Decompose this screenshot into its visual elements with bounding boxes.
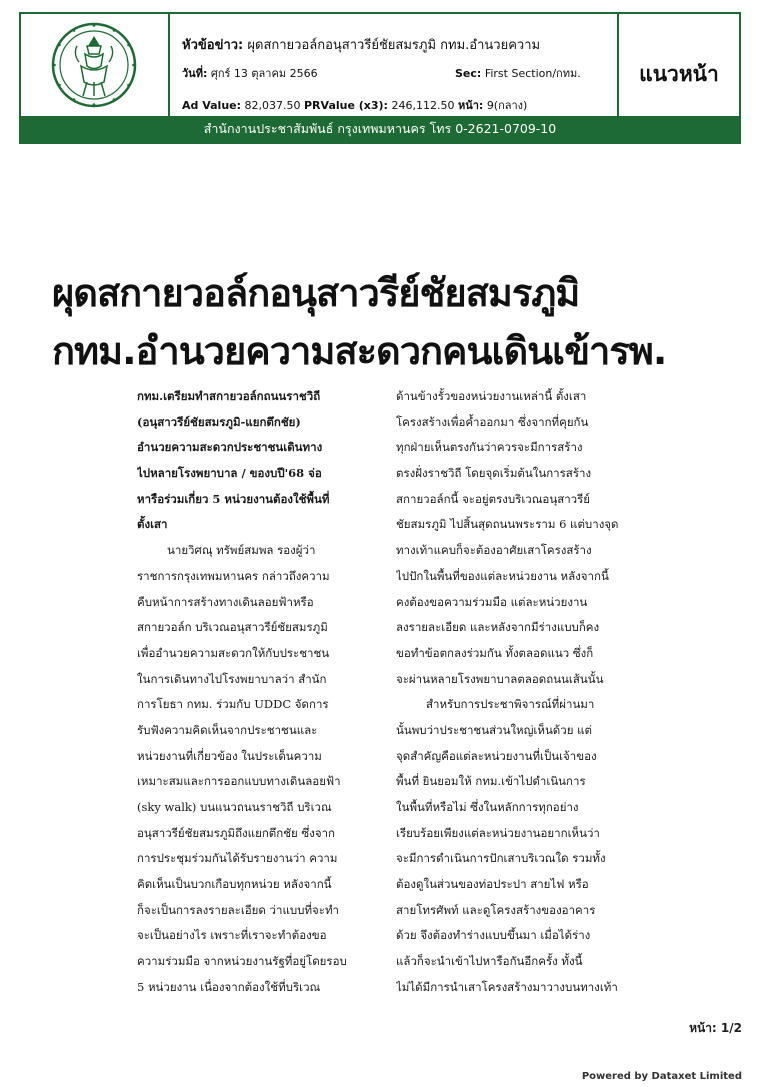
page-meta-label: หน้า: <box>457 99 484 112</box>
article-line: ไปหลายโรงพยาบาล / ของบปี'68 จ่อ <box>137 466 322 481</box>
article-line: นั้นพบว่าประชาชนส่วนใหญ่เห็นด้วย แต่ <box>396 722 593 737</box>
headline-meta <box>182 34 614 55</box>
bangkok-city-seal-logo <box>51 22 137 108</box>
publication-name: แนวหน้า <box>639 62 719 86</box>
headline-meta-value: ผุดสกายวอล์กอนุสาวรีย์ชัยสมรภูมิ กทม.อำนวยความ <box>247 38 541 53</box>
headline-meta-label: หัวข้อข่าว: <box>182 38 244 53</box>
agency-contact-bar: สำนักงานประชาสัมพันธ์ กรุงเทพมหานคร โทร 0-2621-0709-10 <box>21 116 739 142</box>
page-meta-value: 9(กลาง) <box>486 99 528 112</box>
section-meta-label: Sec: <box>455 67 482 80</box>
article-line: ตั้งเสา <box>137 517 168 532</box>
article-line: ทางเท้าแคบก็จะต้องอาศัยเสาโครงสร้าง <box>396 543 592 558</box>
pr-value: 246,112.50 <box>391 99 455 112</box>
article-line: อนุสาวรีย์ชัยสมรภูมิถึงแยกตึกชัย ซึ่งจาก <box>137 825 335 840</box>
article-line: จะมีการดำเนินการปักเสาบริเวณใด รวมทั้ง <box>396 851 606 866</box>
headline-line: ผุดสกายวอล์กอนุสาวรีย์ชัยสมรภูมิ <box>52 271 580 315</box>
article-line: (sky walk) บนแนวถนนราชวิถี บริเวณ <box>137 800 332 814</box>
ad-value-label: Ad Value: <box>182 99 242 112</box>
article-line: การโยธา กทม. ร่วมกับ UDDC จัดการ <box>137 697 329 712</box>
article-line: สกายวอล์ก บริเวณอนุสาวรีย์ชัยสมรภูมิ <box>137 620 328 635</box>
article-line: เพื่ออำนวยความสะดวกให้กับประชาชน <box>137 645 330 660</box>
page-counter: หน้า: 1/2 <box>689 1021 742 1035</box>
article-line: ขอทำข้อตกลงร่วมกัน ทั้งตลอดแนว ซึ่งก็ <box>396 645 594 660</box>
article-headline <box>52 264 732 380</box>
article-line: ชัยสมรภูมิ ไปสิ้นสุดถนนพระราม 6 แต่บางจุด <box>396 517 619 532</box>
article-line: ตรงฝั่งราชวิถี โดยจุดเริ่มต้นในการสร้าง <box>396 466 592 481</box>
article-column-left <box>137 384 383 1001</box>
date-meta-label: วันที่: <box>182 67 208 80</box>
article-line: ไปปักในพื้นที่ของแต่ละหน่วยงาน หลังจากนี้ <box>396 568 609 583</box>
article-line: นายวิศณุ ทรัพย์สมพล รองผู้ว่า <box>167 543 316 558</box>
article-line: เหมาะสมและการออกแบบทางเดินลอยฟ้า <box>137 774 341 789</box>
article-line: ต้องดูในส่วนของท่อประปา สายไฟ หรือ <box>396 877 589 892</box>
article-line: ไม่ได้มีการนำเสาโครงสร้างมาวางบนทางเท้า <box>396 979 618 994</box>
section-meta-value: First Section/กทม. <box>484 67 581 80</box>
article-line: โครงสร้างเพื่อค้ำออกมา ซึ่งจากที่คุยกัน <box>396 414 589 429</box>
powered-by: Powered by Dataxet Limited <box>581 1071 742 1082</box>
article-line: สำหรับการประชาพิจารณ์ที่ผ่านมา <box>426 697 595 712</box>
value-meta <box>182 96 527 114</box>
article-line: คืบหน้าการสร้างทางเดินลอยฟ้าหรือ <box>137 594 314 609</box>
article-line: ลงรายละเอียด และหลังจากมีร่างแบบก็คง <box>396 620 600 635</box>
article-line: 5 หน่วยงาน เนื่องจากต้องใช้ที่บริเวณ <box>137 979 321 994</box>
article-line: (อนุสาวรีย์ชัยสมรภูมิ-แยกตึกชัย) <box>137 414 301 429</box>
article-line: อำนวยความสะดวกประชาชนเดินทาง <box>137 440 323 455</box>
clipping-meta <box>170 14 619 116</box>
article-line: คงต้องขอความร่วมมือ แต่ละหน่วยงาน <box>396 594 588 609</box>
article-line: รับฟังความคิดเห็นจากประชาชนและ <box>137 722 318 737</box>
article-line: จะผ่านหลายโรงพยาบาลตลอดถนนเส้นนั้น <box>396 671 604 686</box>
article-line: การประชุมร่วมกันได้รับรายงานว่า ความ <box>137 851 338 866</box>
article-line: ก็จะเป็นการลงรายละเอียด ว่าแบบที่จะทำ <box>137 902 339 917</box>
article-line: จุดสำคัญคือแต่ละหน่วยงานที่เป็นเจ้าของ <box>396 748 597 763</box>
article-line: ราชการกรุงเทพมหานคร กล่าวถึงความ <box>137 568 330 583</box>
pr-value-label: PRValue (x3): <box>304 99 388 112</box>
article-line: จะเป็นอย่างไร เพราะที่เราจะทำต้องขอ <box>137 928 327 943</box>
article-line: สกายวอล์กนี้ จะอยู่ตรงบริเวณอนุสาวรีย์ <box>396 491 591 506</box>
article-line: แล้วก็จะนำเข้าไปหารือกันอีกครั้ง ทั้งนี้ <box>396 954 583 969</box>
article-line: ด้านข้างรั้วของหน่วยงานเหล่านี้ ตั้งเสา <box>396 389 587 403</box>
article-line: เรียบร้อยเพียงแต่ละหน่วยงานอยากเห็นว่า <box>396 825 600 840</box>
article-line: ในการเดินทางไปโรงพยาบาลว่า สำนัก <box>137 671 327 686</box>
headline-line: กทม.อำนวยความสะดวกคนเดินเข้ารพ. <box>52 329 667 373</box>
logo-cell <box>21 14 170 116</box>
article-line: ความร่วมมือ จากหน่วยงานรัฐที่อยู่โดยรอบ <box>137 954 347 969</box>
clipping-header <box>19 12 741 144</box>
date-meta <box>182 64 318 82</box>
article-line: ด้วย จึงต้องทำร่างแบบขึ้นมา เมื่อได้ร่าง <box>396 928 591 943</box>
article-line: สายโทรศัพท์ และดูโครงสร้างของอาคาร <box>396 902 596 917</box>
article-line: กทม.เตรียมทำสกายวอล์กถนนราชวิถี <box>137 389 321 403</box>
section-meta <box>455 64 581 82</box>
article-line: หน่วยงานที่เกี่ยวข้อง ในประเด็นความ <box>137 748 322 763</box>
article-line: พื้นที่ ยินยอมให้ กทม.เข้าไปดำเนินการ <box>396 774 586 789</box>
date-meta-value: ศุกร์ 13 ตุลาคม 2566 <box>210 67 318 80</box>
ad-value: 82,037.50 <box>244 99 301 112</box>
article-column-right <box>396 384 642 1001</box>
publication-cell <box>619 14 739 116</box>
article-line: หารือร่วมเกี่ยว 5 หน่วยงานต้องใช้พื้นที่ <box>137 491 330 506</box>
article-line: ทุกฝ่ายเห็นตรงกันว่าควรจะมีการสร้าง <box>396 440 583 455</box>
article-line: ในพื้นที่หรือไม่ ซึ่งในหลักการทุกอย่าง <box>396 800 579 814</box>
article-line: คิดเห็นเป็นบวกเกือบทุกหน่วย หลังจากนี้ <box>137 877 332 892</box>
